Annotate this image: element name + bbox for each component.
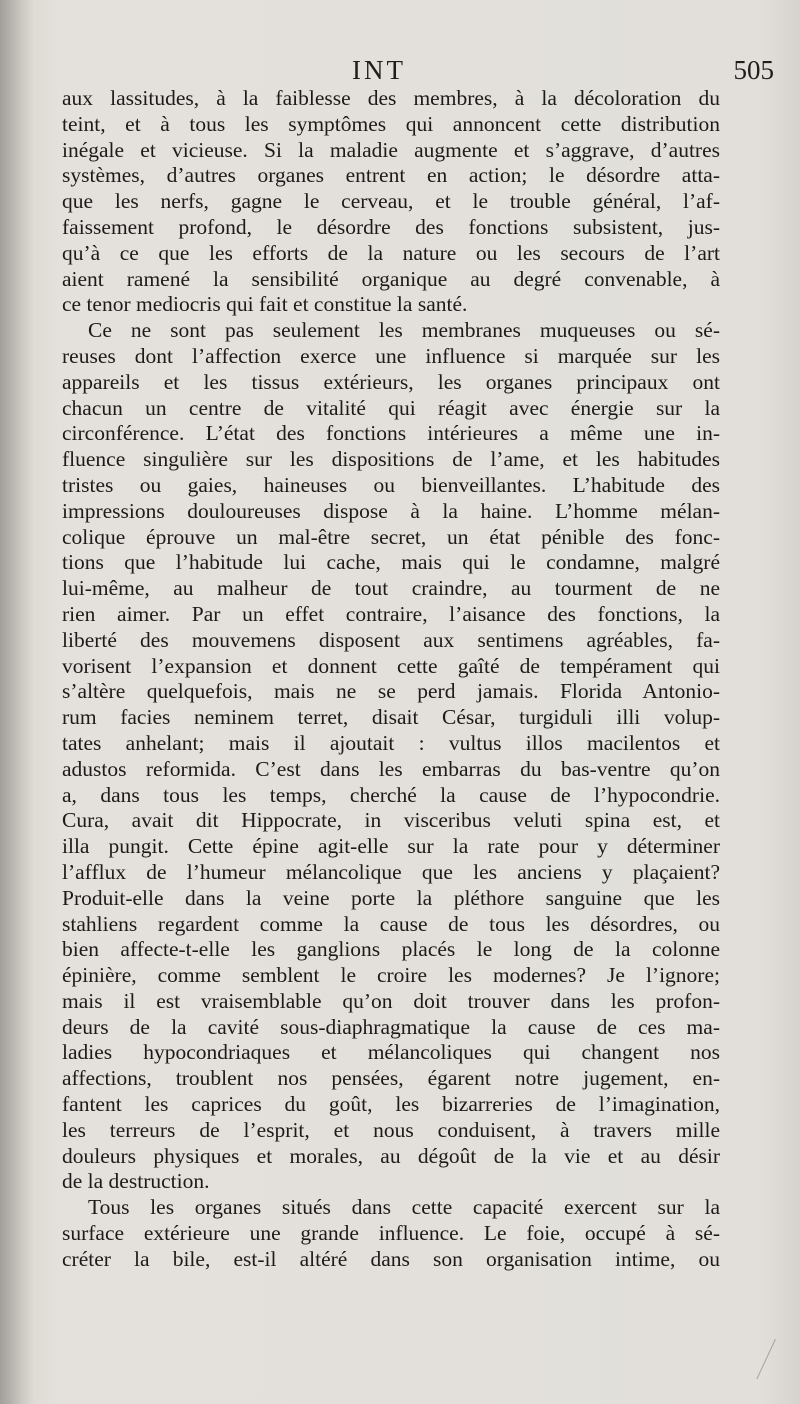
text-line: aient ramené la sensibilité organique au degré convenable, à xyxy=(62,266,720,291)
text-line: épinière, comme semblent le croire les modernes? Je l’ignore; xyxy=(62,963,720,988)
paragraph-1 xyxy=(62,86,720,318)
page-number: 505 xyxy=(733,55,774,85)
text-line: surface extérieure une grande influence. Le foie, occupé à sé- xyxy=(62,1221,720,1246)
text-line: stahliens regardent comme la cause de tous les désordres, ou xyxy=(62,911,720,936)
paper-edge-mark xyxy=(756,1339,788,1385)
text-line: impressions douloureuses dispose à la haine. L’homme mélan- xyxy=(62,498,720,523)
text-line: Cura, avait dit Hippocrate, in visceribus veluti spina est, et xyxy=(62,808,720,833)
text-line: Ce ne sont pas seulement les membranes muqueuses ou sé- xyxy=(88,318,720,343)
text-line: deurs de la cavité sous-diaphragmatique la cause de ces ma- xyxy=(62,1014,720,1039)
text-line: tates anhelant; mais il ajoutait : vultus illos macilentos et xyxy=(62,730,720,755)
text-line: de la destruction. xyxy=(62,1169,210,1194)
text-line: rum facies neminem terret, disait César, turgiduli illi volup- xyxy=(62,705,720,730)
text-line: rien aimer. Par un effet contraire, l’aisance des fonctions, la xyxy=(62,601,720,626)
text-line: fluence singulière sur les dispositions de l’ame, et les habitudes xyxy=(62,447,720,472)
text-line: l’afflux de l’humeur mélancolique que les anciens y plaçaient? xyxy=(62,859,720,884)
text-line: que les nerfs, gagne le cerveau, et le trouble général, l’af- xyxy=(62,189,720,214)
text-line: mais il est vraisemblable qu’on doit trouver dans les profon- xyxy=(62,988,720,1013)
text-line: chacun un centre de vitalité qui réagit avec énergie sur la xyxy=(62,395,720,420)
text-line: affections, troublent nos pensées, égarent notre jugement, en- xyxy=(62,1066,720,1091)
text-line: les terreurs de l’esprit, et nous conduisent, à travers mille xyxy=(62,1117,720,1142)
text-line: créter la bile, est-il altéré dans son organisation intime, ou xyxy=(62,1246,720,1271)
page-fold-shadow xyxy=(0,0,34,1404)
text-line: ladies hypocondriaques et mélancoliques qui changent nos xyxy=(62,1040,720,1065)
text-line: colique éprouve un mal-être secret, un état pénible des fonc- xyxy=(62,524,720,549)
paragraph-3 xyxy=(62,1195,720,1272)
text-line: aux lassitudes, à la faiblesse des membres, à la décoloration du xyxy=(62,86,720,110)
text-line: systèmes, d’autres organes entrent en action; le désordre atta- xyxy=(62,163,720,188)
text-line: douleurs physiques et morales, au dégoût de la vie et au désir xyxy=(62,1143,720,1168)
text-line: faissement profond, le désordre des fonctions subsistent, jus- xyxy=(62,214,720,239)
text-line: inégale et vicieuse. Si la maladie augmente et s’aggrave, d’autres xyxy=(62,137,720,162)
page-header xyxy=(62,55,774,89)
text-line: appareils et les tissus extérieurs, les organes principaux ont xyxy=(62,369,720,394)
text-line: fantent les caprices du goût, les bizarreries de l’imagination, xyxy=(62,1092,720,1117)
text-line: liberté des mouvemens disposent aux sentimens agréables, fa- xyxy=(62,627,720,652)
running-head: INT xyxy=(352,55,406,85)
page-body xyxy=(62,86,720,1273)
text-line: Tous les organes situés dans cette capacité exercent sur la xyxy=(88,1195,720,1220)
text-line: a, dans tous les temps, cherché la cause de l’hypocondrie. xyxy=(62,782,720,807)
text-line: bien affecte-t-elle les ganglions placés le long de la colonne xyxy=(62,937,720,962)
text-line: s’altère quelquefois, mais ne se perd jamais. Florida Antonio- xyxy=(62,679,720,704)
text-line: illa pungit. Cette épine agit-elle sur la rate pour y déterminer xyxy=(62,834,720,859)
text-line: lui-même, au malheur de tout craindre, au tourment de ne xyxy=(62,576,720,601)
text-line: tions que l’habitude lui cache, mais qui le condamne, malgré xyxy=(62,550,720,575)
text-line: adustos reformida. C’est dans les embarras du bas-ventre qu’on xyxy=(62,756,720,781)
text-line: vorisent l’expansion et donnent cette gaîté de tempérament qui xyxy=(62,653,720,678)
text-line: teint, et à tous les symptômes qui annoncent cette distribution xyxy=(62,111,720,136)
text-line: Produit-elle dans la veine porte la pléthore sanguine que les xyxy=(62,885,720,910)
text-line: reuses dont l’affection exerce une influence si marquée sur les xyxy=(62,343,720,368)
text-line: qu’à ce que les efforts de la nature ou les secours de l’art xyxy=(62,240,720,265)
paragraph-2 xyxy=(62,318,720,1195)
text-line: ce tenor mediocris qui fait et constitue la santé. xyxy=(62,292,468,317)
text-line: circonférence. L’état des fonctions intérieures a même une in- xyxy=(62,421,720,446)
text-line: tristes ou gaies, haineuses ou bienveillantes. L’habitude des xyxy=(62,472,720,497)
